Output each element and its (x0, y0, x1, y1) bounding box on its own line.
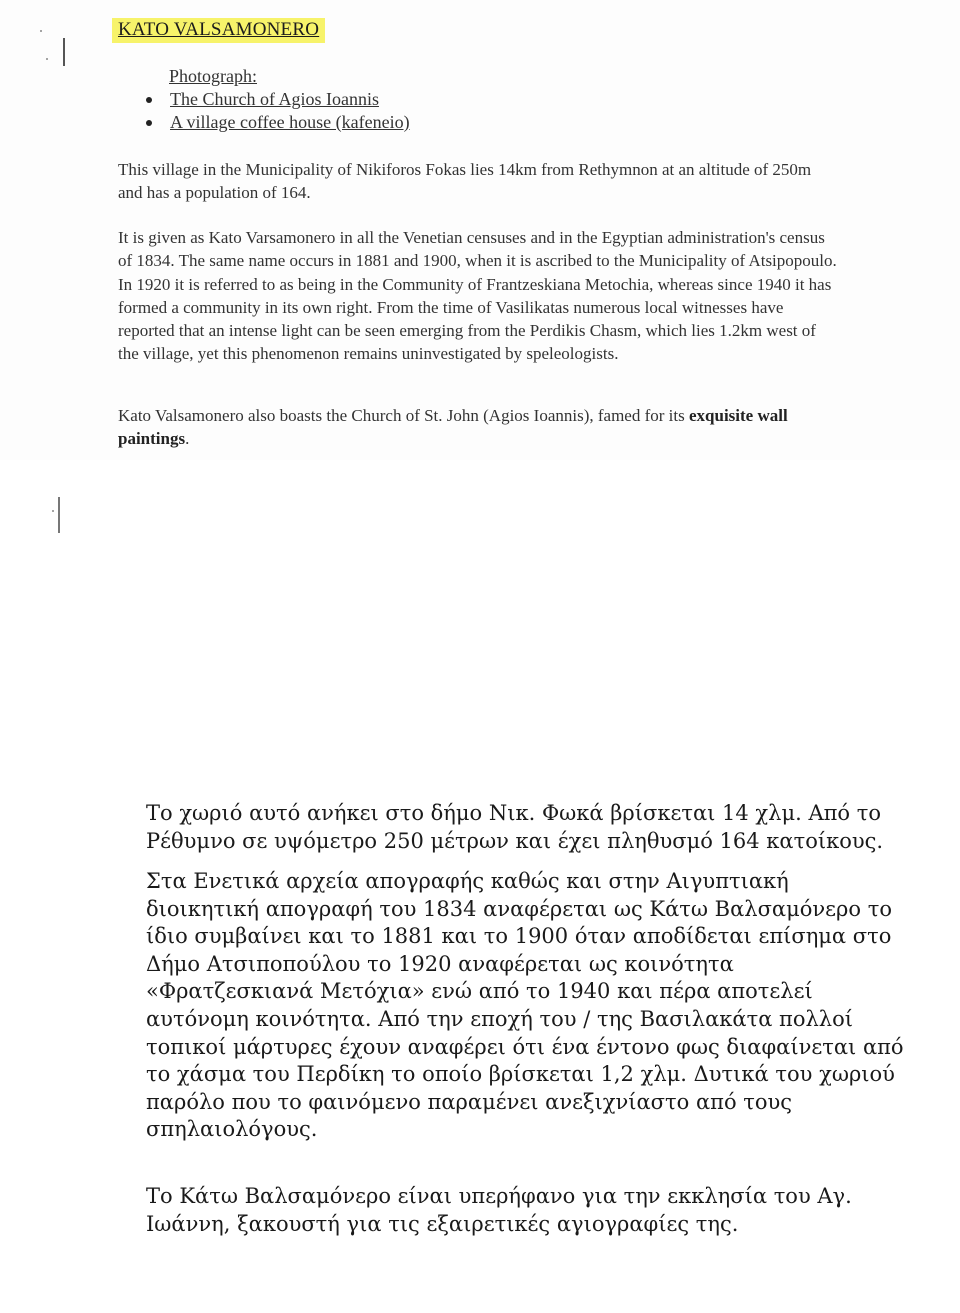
list-item: A village coffee house (kafeneio) (146, 111, 410, 134)
greek-paragraph-2: Στα Ενετικά αρχεία απογραφής καθώς και στην Αιγυπτιακή διοικητική απογραφή του 1834 αναφέρεται ως Κάτω Βαλσαμόνερο το ίδιο συμβαίνει και το 1881 και το 1900 όταν αποδίδεται επίσημα στο Δήμο Ατσιποπούλου το 1920 αναφέρεται ως κοινότητα «Φρατζεσκιανά Μετόχια» ενώ από το 1940 και πέρα αποτελεί αυτόνομη κοινότητα. Από την εποχή του / της Βασιλακάτα πολλοί τοπικοί μάρτυρες έχουν αναφέρει ότι ένα έντονο φως διαφαίνεται από το χάσμα του Περδίκη το οποίο βρίσκεται 1,2 χλμ. Δυτικά του χωριού παρόλο που το φαινόμενο παραμένει ανεξιχνίαστο από τους σπηλαιολόγους. (146, 869, 904, 1142)
scan-mark (63, 38, 65, 66)
english-paragraph-3: Kato Valsamonero also boasts the Church of St. John (Agios Ioannis), famed for its exquisite wall paintings. (118, 406, 788, 449)
scan-speck (46, 58, 48, 60)
photograph-label: Photograph: (169, 66, 257, 86)
english-section (0, 0, 960, 460)
greek-paragraph-3: Το Κάτω Βαλσαμόνερο είναι υπερήφανο για την εκκλησία του Αγ. Ιωάννη, ξακουστή για τις εξαιρετικές αγιογραφίες της. (146, 1184, 852, 1236)
scan-speck (52, 510, 54, 512)
english-paragraph-1: This village in the Municipality of Nikiforos Fokas lies 14km from Rethymnon at an altitude of 250m and has a population of 164. (118, 160, 812, 203)
scan-speck (40, 30, 42, 32)
bold-phrase: exquisite wall paintings (118, 406, 788, 449)
page-title: KATO VALSAMONERO (112, 18, 325, 43)
greek-paragraph-1: Το χωριό αυτό ανήκει στο δήμο Νικ. Φωκά βρίσκεται 14 χλμ. Από το Ρέθυμνο σε υψόμετρο 250 μέτρων και έχει πληθυσμό 164 κατοίκους. (146, 801, 884, 853)
photograph-list (146, 88, 410, 134)
english-paragraph-2: It is given as Kato Varsamonero in all the Venetian censuses and in the Egyptian administration's census of 1834. The same name occurs in 1881 and 1900, when it is ascribed to the Municipality of Atsipopoulo. In 1920 it is referred to as being in the Community of Frantzeskiana Metochia, whereas since 1940 it has formed a community in its own right. From the time of Vasilikatas numerous local witnesses have reported that an intense light can be seen emerging from the Perdikis Chasm, which lies 1.2km west of the village, yet this phenomenon remains uninvestigated by speleologists. (118, 228, 837, 364)
list-item: The Church of Agios Ioannis (146, 88, 410, 111)
scan-mark (58, 497, 60, 533)
